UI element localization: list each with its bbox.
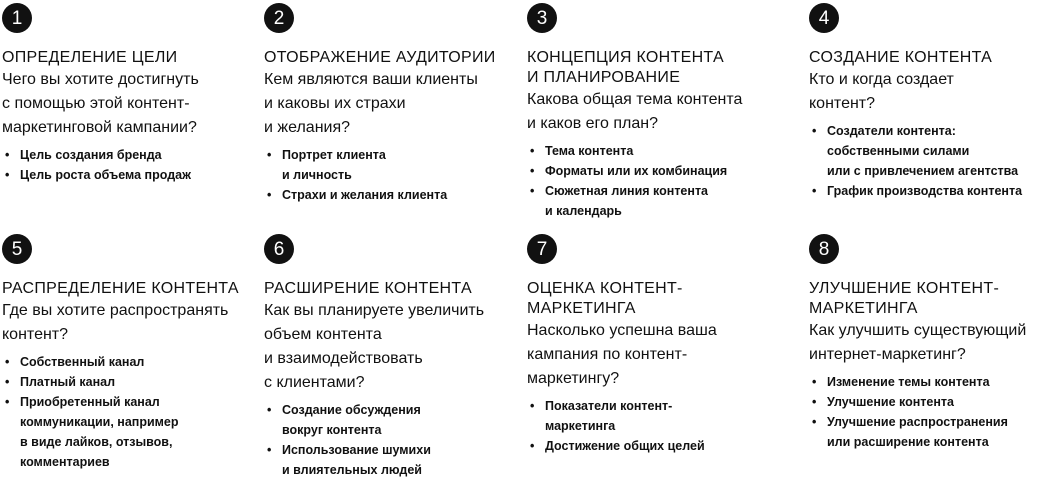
bullet-item: • Форматы или их комбинация: [530, 164, 728, 178]
bullet-item: • Улучшение распространения или расширение контента: [812, 415, 1008, 449]
bullet-item: • Показатели контент- маркетинга: [530, 399, 673, 433]
step-question: Насколько успешна ваша кампания по контент- маркетингу?: [527, 322, 717, 387]
step-title: ОТОБРАЖЕНИЕ АУДИТОРИИ: [264, 49, 496, 66]
step-number-badge: 1: [2, 3, 32, 33]
step-title: ОПРЕДЕЛЕНИЕ ЦЕЛИ: [2, 49, 178, 66]
step-title: РАСПРЕДЕЛЕНИЕ КОНТЕНТА: [2, 280, 239, 297]
step-bullets: [809, 372, 1059, 452]
bullet-item: • Цель создания бренда: [5, 148, 162, 162]
step-title: РАСШИРЕНИЕ КОНТЕНТА: [264, 280, 472, 297]
step-number-badge: 4: [809, 3, 839, 33]
step-number-badge: 7: [527, 234, 557, 264]
step-question: Как вы планируете увеличить объем контента и взаимодействовать с клиентами?: [264, 302, 485, 391]
bullet-item: • Портрет клиента и личность: [267, 148, 386, 182]
step-question: Как улучшить существующий интернет-маркетинг?: [809, 322, 1027, 363]
step-title: КОНЦЕПЦИЯ КОНТЕНТА И ПЛАНИРОВАНИЕ: [527, 49, 724, 86]
step-3: [527, 3, 782, 221]
bullet-item: • Достижение общих целей: [530, 439, 705, 453]
step-number-badge: 5: [2, 234, 32, 264]
bullet-item: • График производства контента: [812, 184, 1023, 198]
step-1: [2, 3, 257, 185]
step-number-badge: 8: [809, 234, 839, 264]
step-bullets: [809, 121, 1059, 201]
step-bullets: [527, 141, 782, 221]
step-number-badge: 2: [264, 3, 294, 33]
step-title: ОЦЕНКА КОНТЕНТ- МАРКЕТИНГА: [527, 280, 683, 317]
step-8: [809, 234, 1059, 452]
bullet-item: • Улучшение контента: [812, 395, 954, 409]
step-question: Кто и когда создает контент?: [809, 71, 954, 112]
step-6: [264, 234, 519, 480]
bullet-item: • Создатели контента: собственными силами или с привлечением агентства: [812, 124, 1019, 178]
step-question: Какова общая тема контента и каков его план?: [527, 91, 743, 132]
step-bullets: [2, 145, 257, 185]
step-7: [527, 234, 782, 456]
step-title: УЛУЧШЕНИЕ КОНТЕНТ- МАРКЕТИНГА: [809, 280, 1000, 317]
bullet-item: • Страхи и желания клиента: [267, 188, 448, 202]
step-bullets: [264, 145, 519, 205]
step-4: [809, 3, 1059, 201]
step-question: Где вы хотите распространять контент?: [2, 302, 229, 343]
step-bullets: [2, 352, 257, 472]
step-2: [264, 3, 519, 205]
bullet-item: • Изменение темы контента: [812, 375, 990, 389]
bullet-item: • Приобретенный канал коммуникации, например в виде лайков, отзывов, комментариев: [5, 395, 179, 469]
bullet-item: • Сюжетная линия контента и календарь: [530, 184, 709, 218]
bullet-item: • Тема контента: [530, 144, 634, 158]
bullet-item: • Платный канал: [5, 375, 116, 389]
bullet-item: • Использование шумихи и влиятельных людей: [267, 443, 431, 477]
step-bullets: [527, 396, 782, 456]
bullet-item: • Создание обсуждения вокруг контента: [267, 403, 421, 437]
bullet-item: • Цель роста объема продаж: [5, 168, 191, 182]
step-number-badge: 3: [527, 3, 557, 33]
step-question: Кем являются ваши клиенты и каковы их страхи и желания?: [264, 71, 478, 136]
step-title: СОЗДАНИЕ КОНТЕНТА: [809, 49, 993, 66]
step-number-badge: 6: [264, 234, 294, 264]
step-bullets: [264, 400, 519, 480]
step-question: Чего вы хотите достигнуть с помощью этой контент- маркетинговой кампании?: [2, 71, 199, 136]
step-5: [2, 234, 257, 472]
bullet-item: • Собственный канал: [5, 355, 145, 369]
